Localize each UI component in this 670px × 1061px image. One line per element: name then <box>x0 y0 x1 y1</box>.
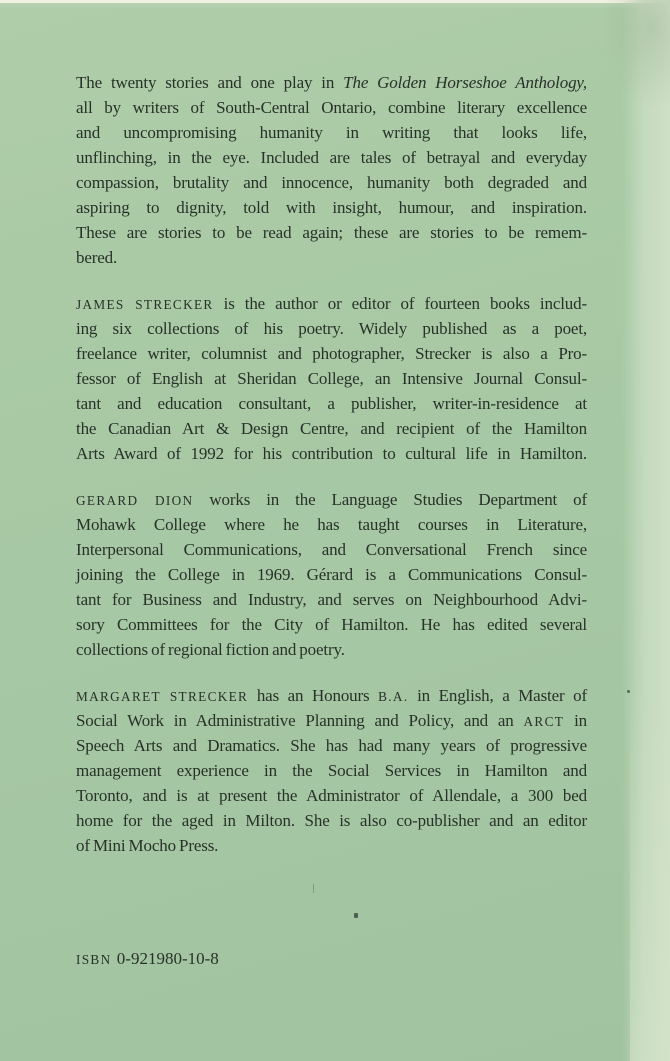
text-segment: Interpersonal Communications, and Conversational French since <box>76 540 587 559</box>
text-line <box>76 170 587 195</box>
text-segment: management experience in the Social Services in Hamilton and <box>76 761 587 780</box>
text-line <box>76 562 587 587</box>
text-line <box>76 587 587 612</box>
text-segment: tant for Business and Industry, and serves on Neighbourhood Advi- <box>76 590 587 609</box>
text-segment: of Mini Mocho Press. <box>76 836 219 855</box>
text-segment: joining the College in 1969. Gérard is a Communications Consul- <box>76 565 587 584</box>
text-segment: unflinching, in the eye. Included are tales of betrayal and everyday <box>76 148 587 167</box>
text-line <box>76 120 587 145</box>
text-segment: Social Work in Administrative Planning and Policy, and an <box>76 711 524 730</box>
back-cover-text <box>76 70 587 879</box>
text-segment: and uncompromising humanity in writing that looks life, <box>76 123 587 142</box>
text-line <box>76 220 587 245</box>
paragraph-gerard-dion-bio <box>76 487 587 662</box>
text-line <box>76 512 587 537</box>
text-segment: the Canadian Art & Design Centre, and recipient of the Hamilton <box>76 419 587 438</box>
text-segment: freelance writer, columnist and photographer, Strecker is also a Pro- <box>76 344 587 363</box>
text-line <box>76 808 587 833</box>
corner-stain <box>600 0 670 110</box>
text-line <box>76 70 587 95</box>
text-line <box>76 195 587 220</box>
text-line <box>76 416 587 441</box>
text-segment-smallcaps: MARGARET STRECKER <box>76 689 249 704</box>
text-segment: tant and education consultant, a publisher, writer-in-residence at <box>76 394 587 413</box>
text-segment: has an Honours <box>248 686 379 705</box>
text-segment-smallcaps: JAMES STRECKER <box>76 297 214 312</box>
paragraph-anthology-blurb <box>76 70 587 270</box>
text-segment-smallcaps: GERARD DION <box>76 493 194 508</box>
text-segment: fessor of English at Sheridan College, an Intensive Journal Consul- <box>76 369 587 388</box>
text-line <box>76 341 587 366</box>
text-line <box>76 537 587 562</box>
paragraph-margaret-strecker-bio <box>76 683 587 858</box>
text-segment: all by writers of South-Central Ontario, combine literary excellence <box>76 98 587 117</box>
text-line <box>76 366 587 391</box>
text-segment: The twenty stories and one play in <box>76 73 344 92</box>
text-segment-smallcaps: B.A. <box>378 689 409 704</box>
text-line <box>76 612 587 637</box>
text-line <box>76 733 587 758</box>
text-segment: Speech Arts and Dramatics. She has had many years of progressive <box>76 736 587 755</box>
text-segment-smallcaps: ARCT <box>523 714 565 729</box>
text-segment: Toronto, and is at present the Administrator of Allendale, a 300 bed <box>76 786 587 805</box>
isbn-label: ISBN <box>76 952 112 967</box>
text-segment: Mohawk College where he has taught courses in Literature, <box>76 515 587 534</box>
text-segment: These are stories to be read again; these are stories to be remem- <box>76 223 587 242</box>
text-line <box>76 833 587 858</box>
text-line <box>76 316 587 341</box>
text-segment: is the author or editor of fourteen books includ- <box>213 294 588 313</box>
text-line <box>76 683 587 708</box>
text-line <box>76 95 587 120</box>
text-segment: compassion, brutality and innocence, humanity both degraded and <box>76 173 587 192</box>
page-top-edge-shadow <box>0 3 670 9</box>
dust-speck <box>313 884 314 893</box>
text-segment: aspiring to dignity, told with insight, humour, and inspiration. <box>76 198 587 217</box>
text-line <box>76 441 587 466</box>
text-segment: in <box>564 711 587 730</box>
page-right-edge-highlight <box>630 681 670 1061</box>
text-line <box>76 783 587 808</box>
text-line <box>76 145 587 170</box>
text-line <box>76 391 587 416</box>
text-segment: home for the aged in Milton. She is also co-publisher and an editor <box>76 811 587 830</box>
text-segment: in English, a Master of <box>408 686 587 705</box>
text-line <box>76 637 587 662</box>
text-segment: Arts Award of 1992 for his contribution to cultural life in Hamilton. <box>76 444 587 463</box>
isbn-line <box>76 946 219 971</box>
text-line <box>76 758 587 783</box>
paragraph-james-strecker-bio <box>76 291 587 466</box>
text-segment: bered. <box>76 248 118 267</box>
text-line <box>76 708 587 733</box>
text-line <box>76 291 587 316</box>
text-line <box>76 245 587 270</box>
isbn-number: 0-921980-10-8 <box>116 949 219 968</box>
text-segment: ing six collections of his poetry. Widely published as a poet, <box>76 319 587 338</box>
text-segment: sory Committees for the City of Hamilton. He has edited several <box>76 615 587 634</box>
text-segment: works in the Language Studies Department of <box>193 490 587 509</box>
text-line <box>76 487 587 512</box>
text-segment: collections of regional fiction and poetry. <box>76 640 345 659</box>
dust-speck <box>354 913 358 918</box>
text-segment-italic: The Golden Horseshoe Anthology, <box>343 73 587 92</box>
dust-speck <box>627 690 630 693</box>
